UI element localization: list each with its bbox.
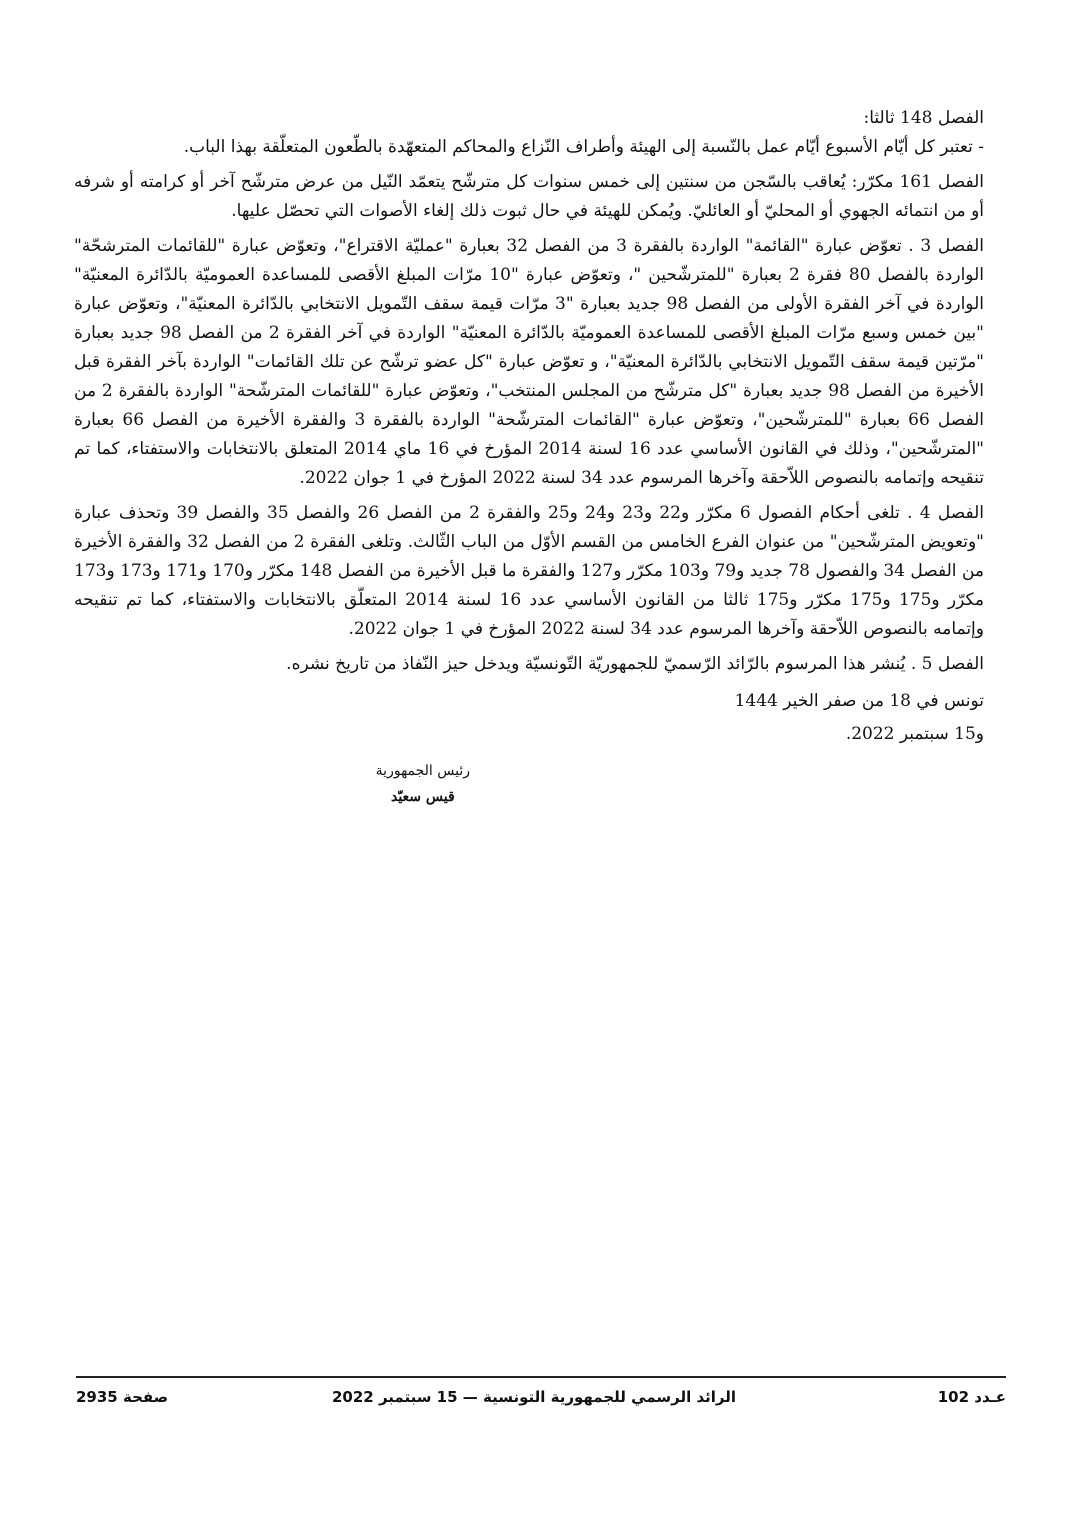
footer-page-number: صفحة 2935 [76,1388,169,1406]
article-4-text: الفصل 4 . تلغى أحكام الفصول 6 مكرّر و22 و23 و24 و25 والفقرة 2 من الفصل 26 والفصل 35 والفصل 39 وتحذف عبارة "وتعويض المترشّحين" من عنوان الفرع الخامس من القسم الأوّل من الباب الثّالث. وتلغى الفقرة 2 من الفصل 32 والفقرة الأخيرة من الفصل 34 والفصول 78 جديد و79 و103 مكرّر و127 والفقرة ما قبل الأخيرة من الفصل 148 مكرّر و170 و171 و173 و173 مكرّر و175 و175 مكرّر و175 ثالثا من القانون الأساسي عدد 16 لسنة 2014 المتعلّق بالانتخابات والاستفتاء، كما تم تنقيحه وإتمامه بالنصوص اللاّحقة وآخرها المرسوم عدد 34 لسنة 2022 المؤرخ في 1 جوان 2022. [74,503,984,639]
article-5-text: الفصل 5 . يُنشر هذا المرسوم بالرّائد الرّسميّ للجمهوريّة التّونسيّة ويدخل حيز النّفاذ من تاريخ نشره. [286,654,984,674]
page-footer [76,1388,1006,1412]
article-148-ter-heading: الفصل 148 ثالثا: [863,108,984,128]
signature-title: رئيس الجمهورية [375,763,470,779]
article-161-bis-text: الفصل 161 مكرّر: يُعاقب بالسّجن من سنتين إلى خمس سنوات كل مترشّح يتعمّد النّيل من عرض مترشّح آخر أو كرامته أو شرفه أو من انتمائه الجهوي أو المحليّ أو العائليّ. ويُمكن للهيئة في حال ثبوت ذلك إلغاء الأصوات التي تحصّل عليها. [74,172,984,221]
article-148-ter-text: - تعتبر كل أيّام الأسبوع أيّام عمل بالنّسبة إلى الهيئة وأطراف النّزاع والمحاكم المتعهّدة بالطّعون المتعلّقة بهذا الباب. [183,137,984,157]
footer-journal-title: الرائد الرسمي للجمهورية التونسية — 15 سبتمبر 2022 [331,1388,736,1406]
footer-issue-number: عـدد 102 [937,1388,1006,1406]
article-3-text: الفصل 3 . تعوّض عبارة "القائمة" الواردة بالفقرة 3 من الفصل 32 بعبارة "عمليّة الاقتراع"، وتعوّض عبارة "للقائمات المترشحّة" الواردة بالفصل 80 فقرة 2 بعبارة "للمترشّحين "، وتعوّض عبارة "10 مرّات المبلغ الأقصى للمساعدة العموميّة بالدّائرة المعنيّة" الواردة في آخر الفقرة الأولى من الفصل 98 جديد بعبارة "3 مرّات قيمة سقف التّمويل الانتخابي بالدّائرة المعنيّة"، وتعوّض عبارة "بين خمس وسبع مرّات المبلغ الأقصى للمساعدة العموميّة بالدّائرة المعنيّة" الواردة في آخر الفقرة 2 من الفصل 98 جديد بعبارة "مرّتين قيمة سقف التّمويل الانتخابي بالدّائرة المعنيّة"، و تعوّض عبارة "كل عضو ترشّح عن تلك القائمات" الواردة بآخر الفقرة قبل الأخيرة من الفصل 98 جديد بعبارة "كل مترشّح من المجلس المنتخب"، وتعوّض عبارة "للقائمات المترشّحة" الواردة بالفقرة 2 من الفصل 66 بعبارة "للمترشّحين"، وتعوّض عبارة "القائمات المترشّحة" الواردة بالفقرة 3 والفقرة الأخيرة من الفصل 66 بعبارة "المترشّحين"، وذلك في القانون الأساسي عدد 16 لسنة 2014 المؤرخ في 16 ماي 2014 المتعلق بالانتخابات والاستفتاء، كما تم تنقيحه وإتمامه بالنصوص اللاّحقة وآخرها المرسوم عدد 34 لسنة 2022 المؤرخ في 1 جوان 2022. [74,236,984,488]
signature-block [376,758,470,810]
signing-place-date: تونس في 18 من صفر الخير 1444 [734,691,984,711]
document-body [74,104,984,751]
signing-gregorian-date: و15 سبتمبر 2022. [845,724,984,744]
signature-name: قيس سعيّد [390,789,455,805]
footer-divider [76,1376,1006,1378]
